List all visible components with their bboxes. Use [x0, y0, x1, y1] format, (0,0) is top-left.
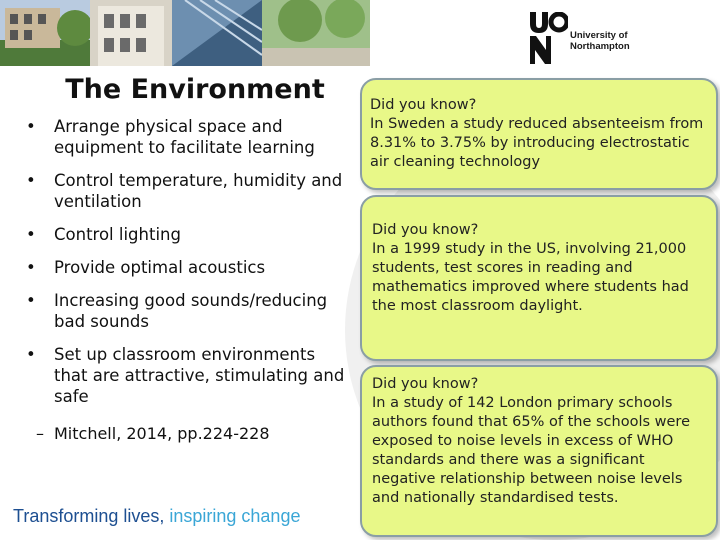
bullet-icon: • [26, 225, 36, 244]
bullet-text: Control lighting [54, 225, 181, 244]
bullet-icon: • [26, 171, 36, 190]
logo-line-1: University of [570, 30, 628, 41]
callout-body: In a study of 142 London primary schools authors found that 65% of the schools were exposed to noise levels in excess of WHO standards and there was a significant negative relationship between noise levels and nationally standardised tests. [372, 395, 690, 506]
did-you-know-callout-1 [360, 78, 718, 190]
did-you-know-callout-2 [360, 195, 718, 361]
header-banner-photos [0, 0, 370, 66]
callout-heading: Did you know? [370, 97, 477, 113]
bullet-icon: • [26, 291, 36, 310]
bullet-list [26, 116, 346, 419]
bullet-text: Set up classroom environments that are attractive, stimulating and safe [54, 345, 345, 406]
list-item [26, 224, 346, 245]
uon-logo-mark-icon [528, 12, 568, 66]
citation-text: Mitchell, 2014, pp.224-228 [54, 424, 270, 443]
tagline-part-1: Transforming lives, [13, 506, 170, 526]
callout-heading: Did you know? [372, 222, 479, 238]
list-item [26, 290, 346, 332]
slide-title: The Environment [65, 74, 325, 105]
callout-heading: Did you know? [372, 376, 479, 392]
citation-sub-bullet [36, 424, 270, 443]
logo-line-2: Northampton [570, 41, 630, 52]
bullet-text: Increasing good sounds/reducing bad sounds [54, 291, 328, 331]
bullet-text: Provide optimal acoustics [54, 258, 266, 277]
bullet-icon: • [26, 258, 36, 277]
logo-wordmark [570, 30, 630, 52]
bullet-icon: • [26, 345, 36, 364]
list-item [26, 344, 346, 407]
tagline-part-2: inspiring change [169, 506, 301, 526]
dash-icon: – [36, 424, 44, 443]
footer-tagline [13, 506, 300, 527]
callout-body: In a 1999 study in the US, involving 21,000 students, test scores in reading and mathematics improved where students had the most classroom daylight. [372, 241, 689, 314]
bullet-text: Arrange physical space and equipment to facilitate learning [54, 117, 315, 157]
bullet-icon: • [26, 117, 36, 136]
bullet-text: Control temperature, humidity and ventilation [54, 171, 343, 211]
list-item [26, 116, 346, 158]
callout-body: In Sweden a study reduced absenteeism from 8.31% to 3.75% by introducing electrostatic air cleaning technology [370, 116, 704, 170]
did-you-know-callout-3 [360, 365, 718, 537]
list-item [26, 170, 346, 212]
list-item [26, 257, 346, 278]
